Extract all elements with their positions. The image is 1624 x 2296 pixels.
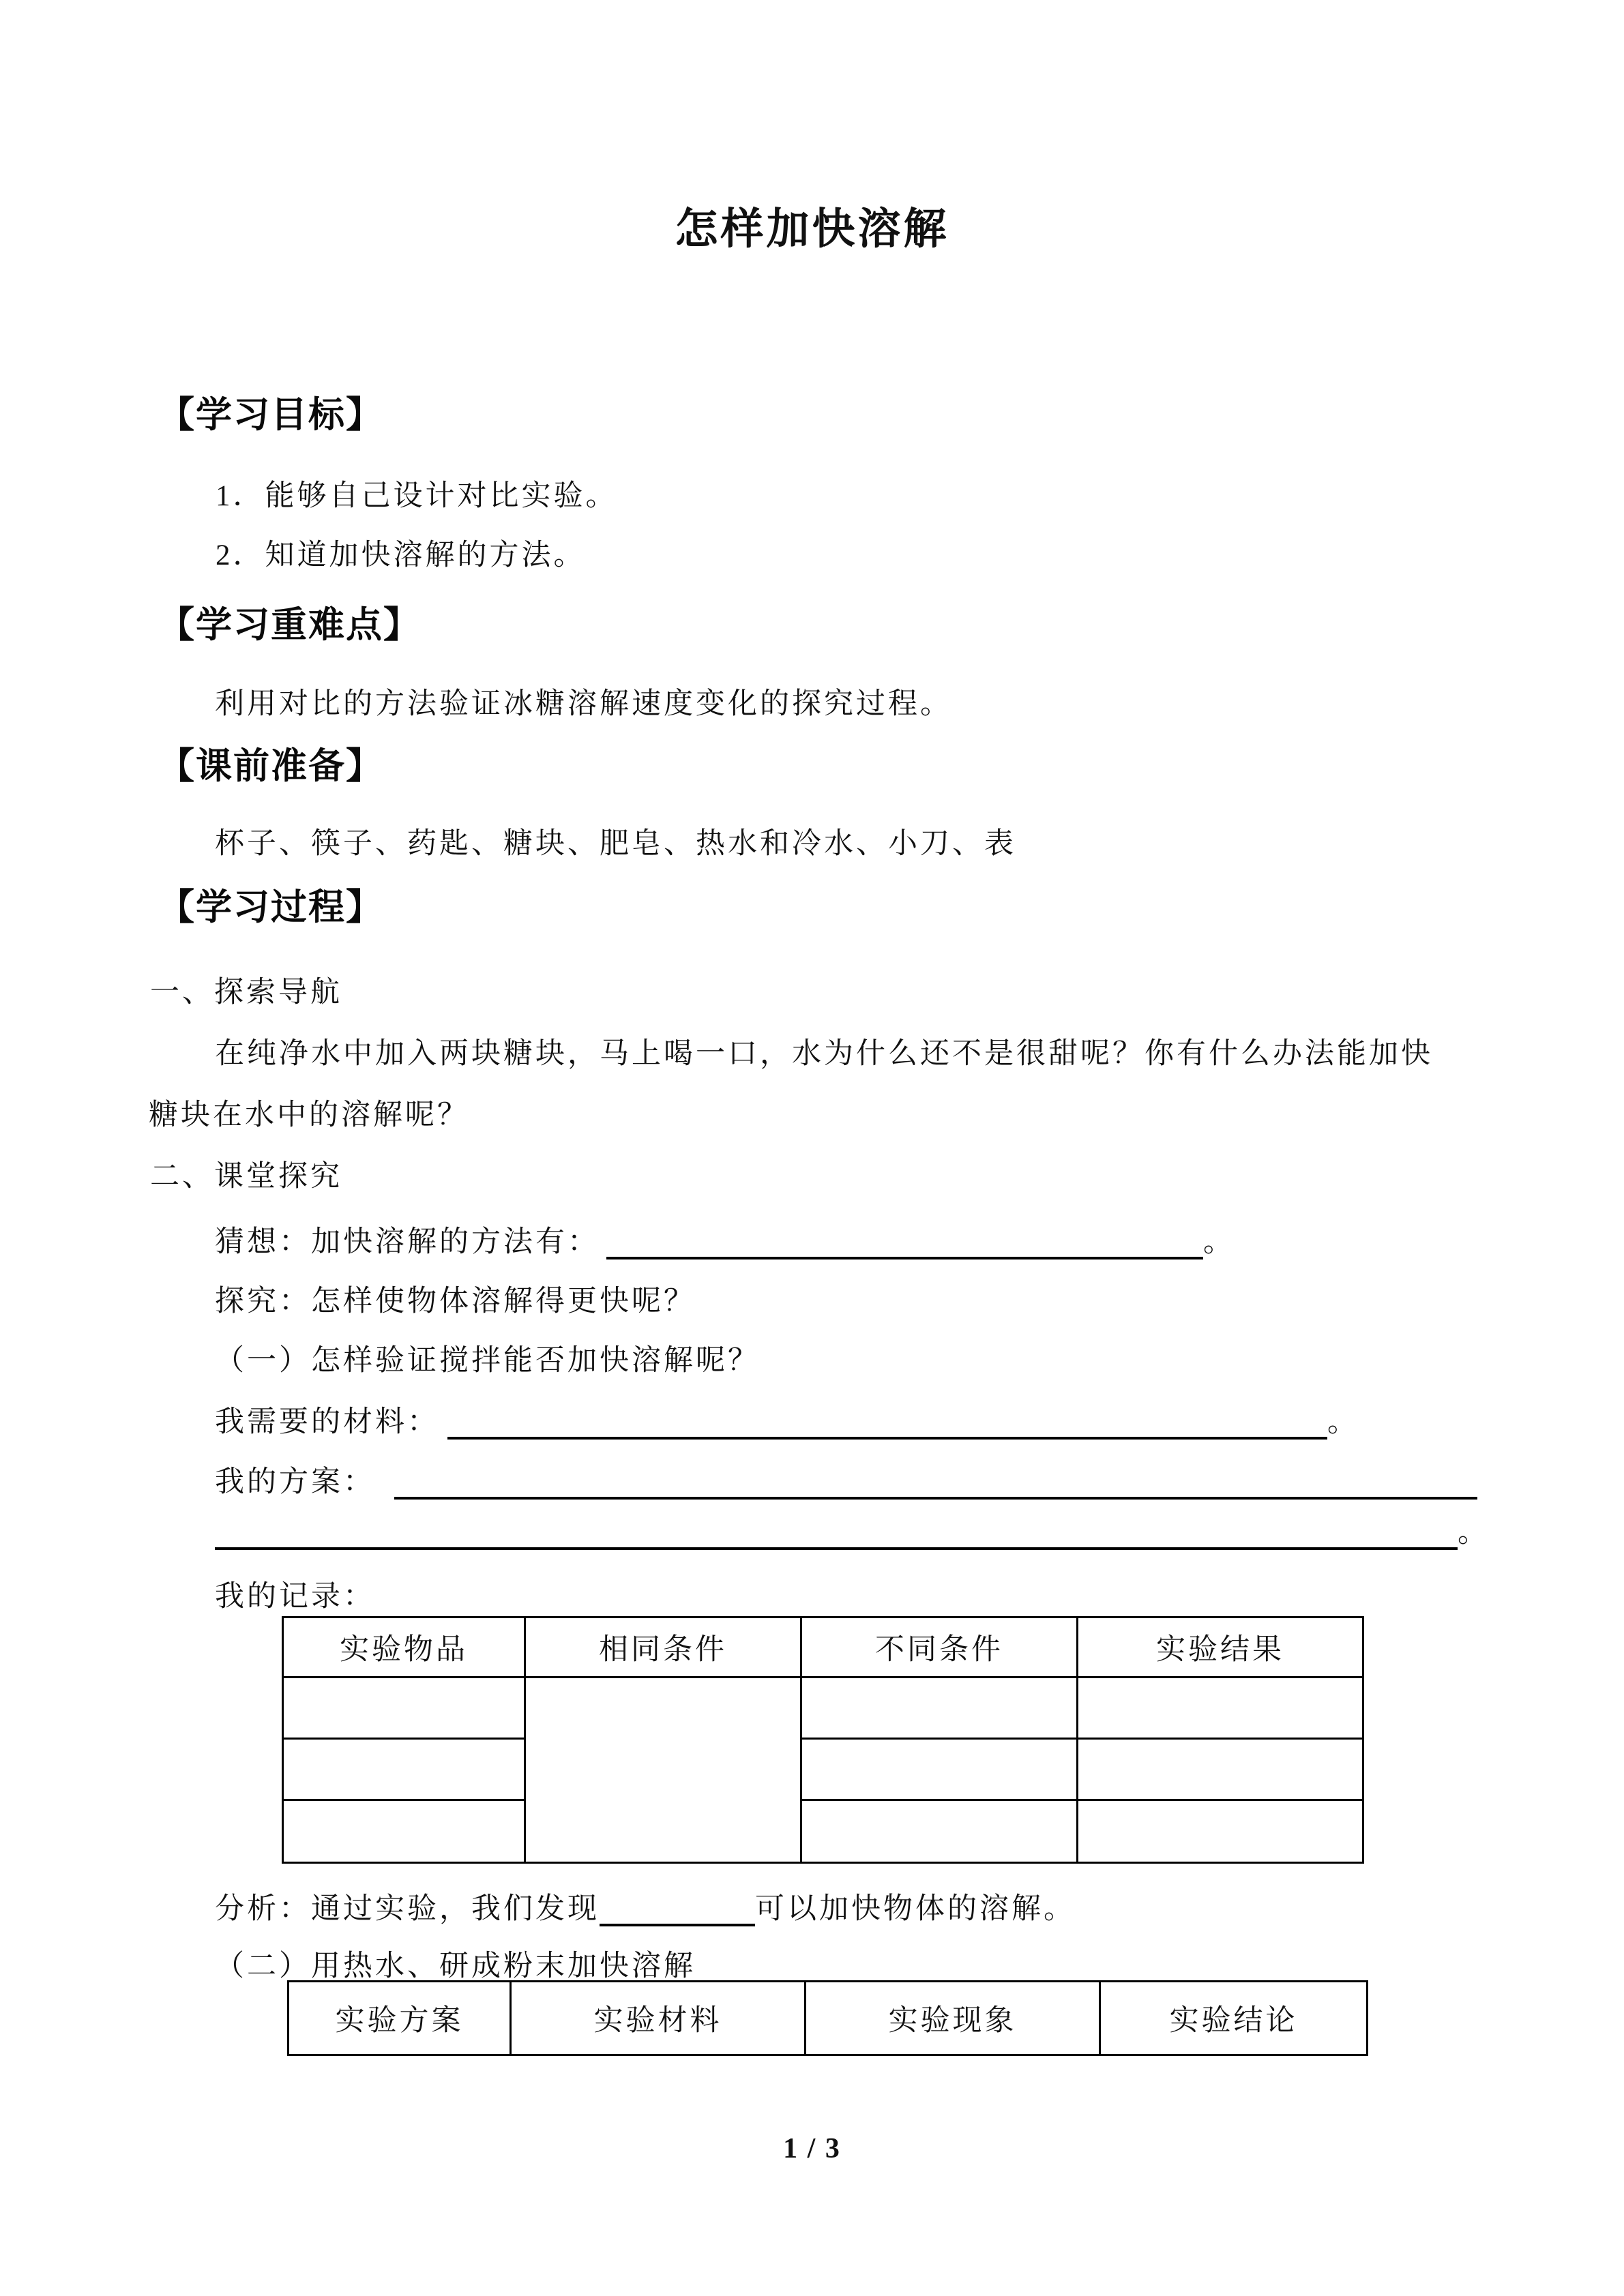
record-table-cell [283,1739,525,1800]
record-label: 我的记录： [215,1581,375,1613]
sub1-title: （一）怎样验证搅拌能否加快溶解呢？ [215,1345,760,1377]
materials-period: 。 [1327,1406,1359,1438]
part1-paragraph-line2: 糖块在水中的溶解呢？ [149,1099,469,1131]
guess-label: 猜想：加快溶解的方法有： [215,1226,600,1258]
plan-blank-line [394,1487,1477,1500]
plan-label: 我的方案： [215,1466,375,1498]
plan-line [215,1463,1477,1502]
experiment2-table-header-row [289,1982,1368,2055]
record-table-cell [283,1678,525,1739]
part1-paragraph-line1: 在纯净水中加入两块糖块，马上喝一口，水为什么还不是很甜呢？你有什么办法能加快 [215,1038,1433,1070]
materials-line [215,1403,1359,1442]
objective-item: 1．能够自己设计对比实验。 [216,480,618,512]
record-table-cell [801,1739,1078,1800]
page-number: 1 / 3 [783,2133,841,2164]
materials-blank-line [447,1427,1327,1440]
record-table [282,1616,1364,1864]
plan-continuation-line [215,1514,1490,1552]
experiment2-table-header-cell: 实验现象 [806,1982,1100,2055]
experiment2-table-header-cell: 实验方案 [289,1982,511,2055]
materials-label: 我需要的材料： [215,1406,439,1438]
section-heading-key-points: 【学习重难点】 [158,605,421,645]
guess-line [215,1223,1235,1262]
objective-item: 2．知道加快溶解的方法。 [216,539,586,571]
record-table-cell [283,1800,525,1863]
explore-line: 探究：怎样使物体溶解得更快呢？ [215,1285,696,1317]
section-heading-preparation: 【课前准备】 [158,746,383,786]
key-points-body: 利用对比的方法验证冰糖溶解速度变化的探究过程。 [215,688,952,720]
part2-title: 二、课堂探究 [150,1161,342,1193]
page-title: 怎样加快溶解 [675,205,949,253]
record-table-header-row [283,1617,1363,1678]
record-table-cell [1078,1678,1363,1739]
part1-title: 一、探索导航 [150,976,342,1009]
guess-period: 。 [1203,1226,1235,1258]
analysis-suffix: 可以加快物体的溶解。 [755,1893,1076,1925]
experiment2-table [287,1980,1368,2056]
record-table-cell [801,1800,1078,1863]
record-table-row [283,1678,1363,1739]
guess-blank-line [606,1247,1203,1259]
record-table-merged-cell [525,1678,801,1863]
experiment2-table-header-cell: 实验结论 [1100,1982,1368,2055]
plan-period: 。 [1458,1517,1490,1549]
analysis-blank-line [600,1914,755,1926]
experiment2-table-header-cell: 实验材料 [511,1982,806,2055]
record-table-row [283,1800,1363,1863]
section-heading-process: 【学习过程】 [158,887,383,927]
record-table-header-cell: 不同条件 [801,1617,1078,1678]
record-table-cell [801,1678,1078,1739]
analysis-prefix: 分析：通过实验，我们发现 [215,1893,600,1925]
preparation-body: 杯子、筷子、药匙、糖块、肥皂、热水和冷水、小刀、表 [215,828,1016,860]
record-table-header-cell: 相同条件 [525,1617,801,1678]
plan-blank-line-2 [215,1538,1458,1550]
record-table-header-cell: 实验结果 [1078,1617,1363,1678]
sub2-title: （二）用热水、研成粉末加快溶解 [215,1950,696,1982]
analysis-line [215,1890,1076,1928]
record-table-header-cell: 实验物品 [283,1617,525,1678]
record-table-cell [1078,1739,1363,1800]
section-heading-objectives: 【学习目标】 [158,395,383,435]
record-table-row [283,1739,1363,1800]
record-table-cell [1078,1800,1363,1863]
